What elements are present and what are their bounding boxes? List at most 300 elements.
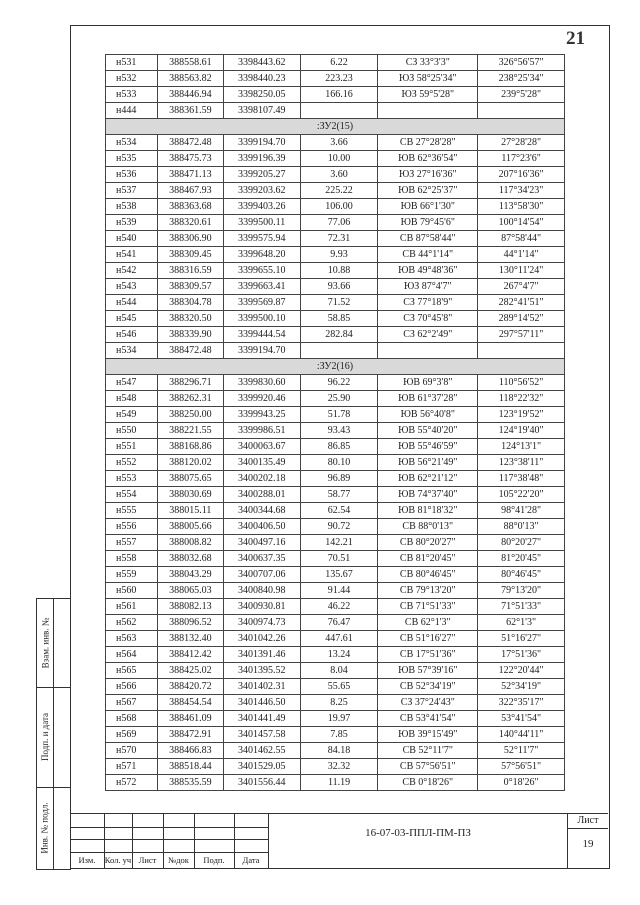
distance: 9.93 <box>300 247 378 263</box>
distance: 80.10 <box>300 455 378 471</box>
azimuth: 117°34'23" <box>478 183 565 199</box>
point-id: н533 <box>106 87 158 103</box>
point-id: н544 <box>106 295 158 311</box>
distance: 96.22 <box>300 375 378 391</box>
x-coord: 388412.42 <box>157 647 223 663</box>
azimuth: 27°28'28" <box>478 135 565 151</box>
azimuth: 88°0'13" <box>478 519 565 535</box>
y-coord: 3401529.05 <box>223 759 300 775</box>
table-row <box>106 263 565 279</box>
azimuth: 124°13'1" <box>478 439 565 455</box>
rhumb: СВ 53°41'54" <box>378 711 478 727</box>
distance: 223.23 <box>300 71 378 87</box>
x-coord: 388471.13 <box>157 167 223 183</box>
azimuth: 297°57'11" <box>478 327 565 343</box>
point-id: н545 <box>106 311 158 327</box>
table-row <box>106 199 565 215</box>
x-coord: 388446.94 <box>157 87 223 103</box>
table-row <box>106 135 565 151</box>
y-coord: 3399943.25 <box>223 407 300 423</box>
x-coord: 388467.93 <box>157 183 223 199</box>
table-row <box>106 231 565 247</box>
azimuth: 140°44'11" <box>478 727 565 743</box>
y-coord: 3400344.68 <box>223 503 300 519</box>
rhumb: ЮЗ 59°5'28" <box>378 87 478 103</box>
distance: 135.67 <box>300 567 378 583</box>
y-coord: 3398250.05 <box>223 87 300 103</box>
distance: 10.00 <box>300 151 378 167</box>
distance: 11.19 <box>300 775 378 791</box>
azimuth: 113°58'30" <box>478 199 565 215</box>
point-id: н444 <box>106 103 158 119</box>
distance: 6.22 <box>300 55 378 71</box>
rhumb: СВ 62°1'3" <box>378 615 478 631</box>
azimuth: 117°38'48" <box>478 471 565 487</box>
table-row <box>106 583 565 599</box>
table-row <box>106 711 565 727</box>
rhumb: СЗ 70°45'8" <box>378 311 478 327</box>
x-coord: 388309.45 <box>157 247 223 263</box>
x-coord: 388132.40 <box>157 631 223 647</box>
y-coord: 3400135.49 <box>223 455 300 471</box>
point-id: н570 <box>106 743 158 759</box>
table-row <box>106 759 565 775</box>
stamp-ndok: №док <box>168 855 189 865</box>
distance: 62.54 <box>300 503 378 519</box>
x-coord: 388306.90 <box>157 231 223 247</box>
x-coord: 388065.03 <box>157 583 223 599</box>
y-coord: 3399194.70 <box>223 135 300 151</box>
rhumb: ЮВ 79°45'6" <box>378 215 478 231</box>
y-coord: 3399444.54 <box>223 327 300 343</box>
rhumb: ЮВ 55°46'59" <box>378 439 478 455</box>
y-coord: 3401446.50 <box>223 695 300 711</box>
x-coord: 388472.91 <box>157 727 223 743</box>
rhumb: СВ 81°20'45" <box>378 551 478 567</box>
rhumb: ЮВ 57°39'16" <box>378 663 478 679</box>
y-coord: 3400063.67 <box>223 439 300 455</box>
corner-page-number: 21 <box>566 28 585 49</box>
x-coord: 388296.71 <box>157 375 223 391</box>
x-coord: 388472.48 <box>157 343 223 359</box>
point-id: н541 <box>106 247 158 263</box>
azimuth: 80°46'45" <box>478 567 565 583</box>
table-row <box>106 311 565 327</box>
y-coord: 3401395.52 <box>223 663 300 679</box>
distance: 90.72 <box>300 519 378 535</box>
distance: 10.88 <box>300 263 378 279</box>
point-id: н558 <box>106 551 158 567</box>
point-id: н566 <box>106 679 158 695</box>
stamp-izm: Изм. <box>78 855 96 865</box>
distance: 55.65 <box>300 679 378 695</box>
table-row <box>106 327 565 343</box>
y-coord: 3399648.20 <box>223 247 300 263</box>
table-row <box>106 343 565 359</box>
table-row <box>106 775 565 791</box>
point-id: н571 <box>106 759 158 775</box>
distance <box>300 343 378 359</box>
y-coord: 3400637.35 <box>223 551 300 567</box>
stamp-kol: Кол. уч <box>104 855 132 865</box>
distance: 72.31 <box>300 231 378 247</box>
y-coord: 3401462.55 <box>223 743 300 759</box>
table-row <box>106 519 565 535</box>
x-coord: 388168.86 <box>157 439 223 455</box>
azimuth: 52°34'19" <box>478 679 565 695</box>
point-id: н564 <box>106 647 158 663</box>
rhumb: СВ 52°34'19" <box>378 679 478 695</box>
y-coord: 3399986.51 <box>223 423 300 439</box>
y-coord: 3399830.60 <box>223 375 300 391</box>
azimuth: 267°4'7" <box>478 279 565 295</box>
x-coord: 388030.69 <box>157 487 223 503</box>
azimuth: 87°58'44" <box>478 231 565 247</box>
document-code: 16-07-03-ППЛ-ПМ-ПЗ <box>365 827 471 839</box>
distance: 25.90 <box>300 391 378 407</box>
azimuth: 80°20'27" <box>478 535 565 551</box>
point-id: н563 <box>106 631 158 647</box>
point-id: н532 <box>106 71 158 87</box>
y-coord: 3399403.26 <box>223 199 300 215</box>
rhumb: ЮВ 39°15'49" <box>378 727 478 743</box>
table-row <box>106 503 565 519</box>
section-header <box>106 359 565 375</box>
x-coord: 388361.59 <box>157 103 223 119</box>
x-coord: 388005.66 <box>157 519 223 535</box>
table-row <box>106 471 565 487</box>
x-coord: 388221.55 <box>157 423 223 439</box>
distance: 58.85 <box>300 311 378 327</box>
side-label-inv: Инв. № подл. <box>40 802 50 854</box>
rhumb: СВ 52°11'7" <box>378 743 478 759</box>
point-id: н539 <box>106 215 158 231</box>
rhumb: СВ 80°46'45" <box>378 567 478 583</box>
point-id: н540 <box>106 231 158 247</box>
point-id: н549 <box>106 407 158 423</box>
rhumb: СВ 0°18'26" <box>378 775 478 791</box>
sheet-number: 19 <box>582 838 594 850</box>
azimuth: 17°51'36" <box>478 647 565 663</box>
distance: 93.66 <box>300 279 378 295</box>
point-id: н560 <box>106 583 158 599</box>
rhumb: ЮВ 62°36'54" <box>378 151 478 167</box>
y-coord: 3400202.18 <box>223 471 300 487</box>
x-coord: 388475.73 <box>157 151 223 167</box>
side-label-vzam: Взам. инв. № <box>40 617 50 669</box>
y-coord: 3400497.16 <box>223 535 300 551</box>
point-id: н553 <box>106 471 158 487</box>
rhumb: СЗ 33°3'3" <box>378 55 478 71</box>
y-coord: 3399655.10 <box>223 263 300 279</box>
distance: 142.21 <box>300 535 378 551</box>
rhumb: СЗ 37°24'43" <box>378 695 478 711</box>
rhumb: СВ 87°58'44" <box>378 231 478 247</box>
rhumb: ЮЗ 87°4'7" <box>378 279 478 295</box>
azimuth: 105°22'20" <box>478 487 565 503</box>
point-id: н531 <box>106 55 158 71</box>
x-coord: 388454.54 <box>157 695 223 711</box>
azimuth: 110°56'52" <box>478 375 565 391</box>
point-id: н559 <box>106 567 158 583</box>
y-coord: 3399194.70 <box>223 343 300 359</box>
azimuth: 282°41'51" <box>478 295 565 311</box>
rhumb: СЗ 77°18'9" <box>378 295 478 311</box>
distance: 93.43 <box>300 423 378 439</box>
table-row <box>106 71 565 87</box>
distance: 46.22 <box>300 599 378 615</box>
point-id: н534 <box>106 343 158 359</box>
y-coord: 3401402.31 <box>223 679 300 695</box>
table-row <box>106 103 565 119</box>
y-coord: 3401457.58 <box>223 727 300 743</box>
table-row <box>106 743 565 759</box>
distance: 71.52 <box>300 295 378 311</box>
distance: 32.32 <box>300 759 378 775</box>
x-coord: 388075.65 <box>157 471 223 487</box>
distance: 91.44 <box>300 583 378 599</box>
y-coord: 3399663.41 <box>223 279 300 295</box>
table-row <box>106 679 565 695</box>
stamp-list: Лист <box>138 855 157 865</box>
table-row <box>106 375 565 391</box>
point-id: н562 <box>106 615 158 631</box>
y-coord: 3399569.87 <box>223 295 300 311</box>
x-coord: 388043.29 <box>157 567 223 583</box>
point-id: н554 <box>106 487 158 503</box>
x-coord: 388320.50 <box>157 311 223 327</box>
azimuth: 122°20'44" <box>478 663 565 679</box>
x-coord: 388363.68 <box>157 199 223 215</box>
y-coord: 3400707.06 <box>223 567 300 583</box>
rhumb <box>378 343 478 359</box>
azimuth: 81°20'45" <box>478 551 565 567</box>
point-id: н552 <box>106 455 158 471</box>
y-coord: 3398107.49 <box>223 103 300 119</box>
distance: 76.47 <box>300 615 378 631</box>
table-row <box>106 695 565 711</box>
distance: 96.89 <box>300 471 378 487</box>
table-row <box>106 615 565 631</box>
y-coord: 3401042.26 <box>223 631 300 647</box>
azimuth: 207°16'36" <box>478 167 565 183</box>
azimuth: 326°56'57" <box>478 55 565 71</box>
distance <box>300 103 378 119</box>
azimuth: 322°35'17" <box>478 695 565 711</box>
azimuth <box>478 343 565 359</box>
table-row <box>106 455 565 471</box>
point-id: н547 <box>106 375 158 391</box>
x-coord: 388461.09 <box>157 711 223 727</box>
x-coord: 388015.11 <box>157 503 223 519</box>
rhumb: СВ 51°16'27" <box>378 631 478 647</box>
y-coord: 3399203.62 <box>223 183 300 199</box>
x-coord: 388535.59 <box>157 775 223 791</box>
section-header <box>106 119 565 135</box>
azimuth: 98°41'28" <box>478 503 565 519</box>
y-coord: 3400974.73 <box>223 615 300 631</box>
rhumb: СВ 80°20'27" <box>378 535 478 551</box>
x-coord: 388032.68 <box>157 551 223 567</box>
y-coord: 3399500.10 <box>223 311 300 327</box>
title-block <box>70 813 608 868</box>
x-coord: 388563.82 <box>157 71 223 87</box>
table-row <box>106 599 565 615</box>
y-coord: 3399920.46 <box>223 391 300 407</box>
y-coord: 3400406.50 <box>223 519 300 535</box>
x-coord: 388518.44 <box>157 759 223 775</box>
point-id: н569 <box>106 727 158 743</box>
rhumb: СВ 71°51'33" <box>378 599 478 615</box>
rhumb: ЮВ 61°37'28" <box>378 391 478 407</box>
distance: 282.84 <box>300 327 378 343</box>
rhumb: СВ 79°13'20" <box>378 583 478 599</box>
point-id: н556 <box>106 519 158 535</box>
azimuth: 239°5'28" <box>478 87 565 103</box>
side-strip <box>36 598 71 870</box>
x-coord: 388316.59 <box>157 263 223 279</box>
table-row <box>106 647 565 663</box>
point-id: н538 <box>106 199 158 215</box>
table-row <box>106 407 565 423</box>
table-row <box>106 151 565 167</box>
x-coord: 388082.13 <box>157 599 223 615</box>
azimuth: 53°41'54" <box>478 711 565 727</box>
azimuth: 238°25'34" <box>478 71 565 87</box>
x-coord: 388304.78 <box>157 295 223 311</box>
y-coord: 3401391.46 <box>223 647 300 663</box>
azimuth: 123°19'52" <box>478 407 565 423</box>
distance: 70.51 <box>300 551 378 567</box>
distance: 58.77 <box>300 487 378 503</box>
table-row <box>106 631 565 647</box>
distance: 106.00 <box>300 199 378 215</box>
table-row <box>106 551 565 567</box>
azimuth: 71°51'33" <box>478 599 565 615</box>
table-row <box>106 87 565 103</box>
table-row <box>106 487 565 503</box>
point-id: н551 <box>106 439 158 455</box>
rhumb: ЮВ 49°48'36" <box>378 263 478 279</box>
azimuth: 0°18'26" <box>478 775 565 791</box>
x-coord: 388466.83 <box>157 743 223 759</box>
y-coord: 3398443.62 <box>223 55 300 71</box>
rhumb <box>378 103 478 119</box>
table-row <box>106 295 565 311</box>
side-label-podp: Подп. и дата <box>40 712 50 762</box>
point-id: н546 <box>106 327 158 343</box>
y-coord: 3400930.81 <box>223 599 300 615</box>
y-coord: 3399196.39 <box>223 151 300 167</box>
azimuth: 44°1'14" <box>478 247 565 263</box>
rhumb: ЮВ 56°40'8" <box>378 407 478 423</box>
rhumb: ЮВ 62°25'37" <box>378 183 478 199</box>
rhumb: ЮВ 56°21'49" <box>378 455 478 471</box>
azimuth: 52°11'7" <box>478 743 565 759</box>
x-coord: 388008.82 <box>157 535 223 551</box>
rhumb: СВ 88°0'13" <box>378 519 478 535</box>
x-coord: 388120.02 <box>157 455 223 471</box>
table-row <box>106 247 565 263</box>
rhumb: ЮВ 74°37'40" <box>378 487 478 503</box>
distance: 166.16 <box>300 87 378 103</box>
rhumb: СВ 57°56'51" <box>378 759 478 775</box>
table-row <box>106 391 565 407</box>
point-id: н536 <box>106 167 158 183</box>
point-id: н537 <box>106 183 158 199</box>
azimuth: 79°13'20" <box>478 583 565 599</box>
x-coord: 388096.52 <box>157 615 223 631</box>
y-coord: 3398440.23 <box>223 71 300 87</box>
distance: 86.85 <box>300 439 378 455</box>
distance: 13.24 <box>300 647 378 663</box>
table-row <box>106 567 565 583</box>
x-coord: 388420.72 <box>157 679 223 695</box>
rhumb: СЗ 62°2'49" <box>378 327 478 343</box>
x-coord: 388472.48 <box>157 135 223 151</box>
azimuth: 51°16'27" <box>478 631 565 647</box>
table-row <box>106 55 565 71</box>
rhumb: ЮЗ 58°25'34" <box>378 71 478 87</box>
table-row <box>106 279 565 295</box>
y-coord: 3401441.49 <box>223 711 300 727</box>
distance: 225.22 <box>300 183 378 199</box>
x-coord: 388250.00 <box>157 407 223 423</box>
point-id: н557 <box>106 535 158 551</box>
point-id: н555 <box>106 503 158 519</box>
rhumb: ЮВ 81°18'32" <box>378 503 478 519</box>
rhumb: ЮЗ 27°16'36" <box>378 167 478 183</box>
distance: 3.66 <box>300 135 378 151</box>
azimuth: 57°56'51" <box>478 759 565 775</box>
table-row <box>106 663 565 679</box>
azimuth: 117°23'6" <box>478 151 565 167</box>
y-coord: 3401556.44 <box>223 775 300 791</box>
coordinates-table <box>105 54 565 791</box>
table-row <box>106 423 565 439</box>
distance: 77.06 <box>300 215 378 231</box>
section-title: :ЗУ2(15) <box>106 119 565 135</box>
x-coord: 388558.61 <box>157 55 223 71</box>
x-coord: 388339.90 <box>157 327 223 343</box>
stamp-data: Дата <box>242 855 260 865</box>
y-coord: 3399500.11 <box>223 215 300 231</box>
azimuth: 118°22'32" <box>478 391 565 407</box>
azimuth: 62°1'3" <box>478 615 565 631</box>
azimuth: 124°19'40" <box>478 423 565 439</box>
rhumb: СВ 44°1'14" <box>378 247 478 263</box>
table-row <box>106 183 565 199</box>
y-coord: 3399575.94 <box>223 231 300 247</box>
rhumb: СВ 17°51'36" <box>378 647 478 663</box>
distance: 19.97 <box>300 711 378 727</box>
x-coord: 388425.02 <box>157 663 223 679</box>
point-id: н567 <box>106 695 158 711</box>
distance: 51.78 <box>300 407 378 423</box>
distance: 447.61 <box>300 631 378 647</box>
distance: 7.85 <box>300 727 378 743</box>
x-coord: 388320.61 <box>157 215 223 231</box>
azimuth: 100°14'54" <box>478 215 565 231</box>
point-id: н543 <box>106 279 158 295</box>
point-id: н535 <box>106 151 158 167</box>
table-row <box>106 167 565 183</box>
rhumb: ЮВ 62°21'12" <box>378 471 478 487</box>
y-coord: 3400840.98 <box>223 583 300 599</box>
table-row <box>106 215 565 231</box>
y-coord: 3399205.27 <box>223 167 300 183</box>
stamp-podp: Подп. <box>203 855 225 865</box>
